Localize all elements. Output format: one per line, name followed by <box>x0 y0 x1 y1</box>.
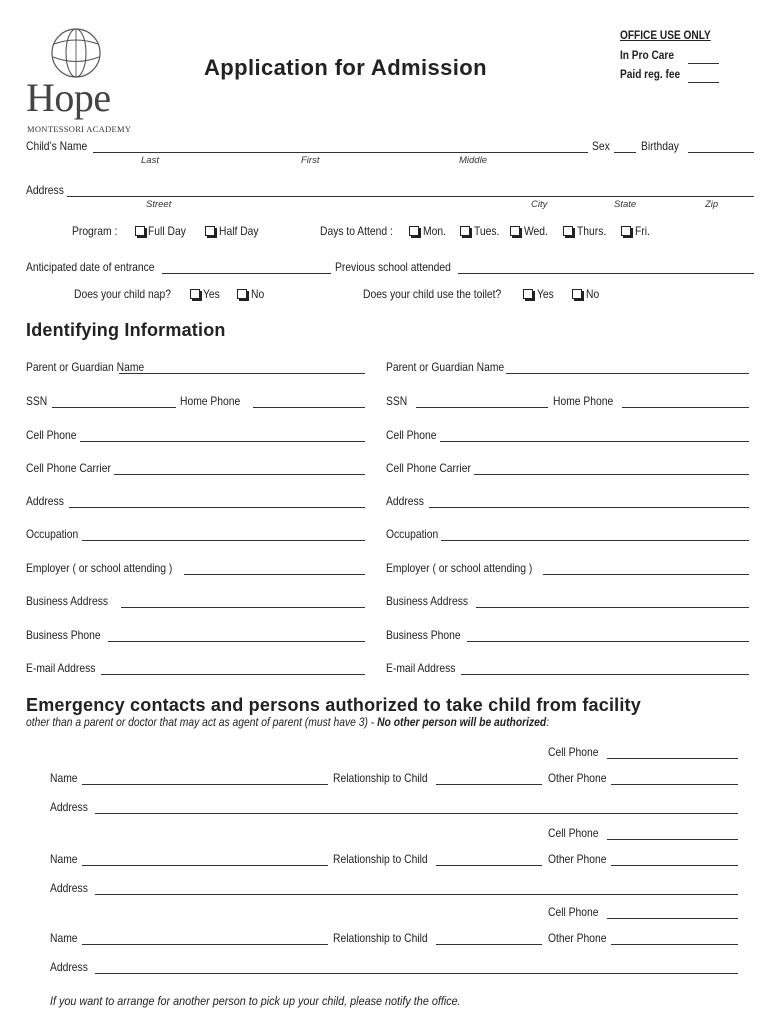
cell-phone-label: Cell Phone <box>548 745 599 759</box>
home-phone-field[interactable] <box>253 407 365 408</box>
logo-subtitle: MONTESSORI ACADEMY <box>27 124 132 134</box>
home-phone-label: Home Phone <box>180 394 241 408</box>
paid-reg-fee-field[interactable] <box>688 82 719 83</box>
previous-school-field[interactable] <box>458 273 754 274</box>
occupation-field[interactable] <box>82 540 365 541</box>
half-day-checkbox[interactable] <box>205 226 215 236</box>
other-phone-field[interactable] <box>611 865 738 866</box>
address-label: Address <box>386 494 424 508</box>
other-phone-field[interactable] <box>611 944 738 945</box>
emergency-subtext-end: : <box>546 715 550 729</box>
child-address-label: Address <box>26 183 64 197</box>
office-use-heading: OFFICE USE ONLY <box>620 30 711 42</box>
name-label: Name <box>50 771 78 785</box>
email-field[interactable] <box>461 674 749 675</box>
identifying-heading: Identifying Information <box>26 320 226 340</box>
logo <box>24 24 134 134</box>
cell-phone-field[interactable] <box>607 839 738 840</box>
address-label: Address <box>50 800 88 814</box>
ssn-label: SSN <box>26 394 48 408</box>
name-field[interactable] <box>82 865 328 866</box>
sub-last: Last <box>141 155 159 166</box>
footer-note: If you want to arrange for another person to pick up your child, please notify the office. <box>50 994 461 1008</box>
paid-reg-fee-label: Paid reg. fee <box>620 69 681 81</box>
business-phone-label: Business Phone <box>26 628 101 642</box>
name-label: Name <box>50 931 78 945</box>
employer-field[interactable] <box>543 574 749 575</box>
cell-phone-label: Cell Phone <box>26 428 77 442</box>
cell-phone-field[interactable] <box>440 441 749 442</box>
other-phone-field[interactable] <box>611 784 738 785</box>
business-phone-field[interactable] <box>467 641 749 642</box>
ssn-label: SSN <box>386 394 408 408</box>
relationship-label: Relationship to Child <box>333 931 428 945</box>
employer-field[interactable] <box>184 574 365 575</box>
address-field[interactable] <box>69 507 365 508</box>
relationship-label: Relationship to Child <box>333 852 428 866</box>
address-label: Address <box>50 960 88 974</box>
business-address-field[interactable] <box>121 607 365 608</box>
employer-label: Employer ( or school attending ) <box>26 561 173 575</box>
occupation-field[interactable] <box>441 540 749 541</box>
name-label: Name <box>50 852 78 866</box>
in-pro-care-label: In Pro Care <box>620 50 674 62</box>
ssn-field[interactable] <box>416 407 548 408</box>
childs-name-label: Child’s Name <box>26 139 88 153</box>
emergency-subtext-main: other than a parent or doctor that may act as agent of parent (must have 3) - <box>26 715 378 729</box>
cell-phone-label: Cell Phone <box>386 428 437 442</box>
child-address-field[interactable] <box>67 196 754 197</box>
birthday-field[interactable] <box>688 152 754 153</box>
entrance-date-field[interactable] <box>162 273 331 274</box>
sub-zip: Zip <box>705 199 719 210</box>
email-label: E-mail Address <box>26 661 96 675</box>
toilet-yes-checkbox[interactable] <box>523 289 533 299</box>
other-phone-label: Other Phone <box>548 931 607 945</box>
globe-icon <box>46 26 106 80</box>
nap-question-label: Does your child nap? <box>74 287 171 301</box>
name-field[interactable] <box>82 784 328 785</box>
address-field[interactable] <box>95 894 738 895</box>
full-day-label: Full Day <box>148 224 186 238</box>
relationship-field[interactable] <box>436 865 542 866</box>
sub-first: First <box>301 155 320 166</box>
thurs-label: Thurs. <box>577 224 607 238</box>
nap-no-checkbox[interactable] <box>237 289 247 299</box>
employer-label: Employer ( or school attending ) <box>386 561 533 575</box>
emergency-heading: Emergency contacts and persons authorized to take child from facility <box>26 695 641 715</box>
address-field[interactable] <box>95 973 738 974</box>
address-label: Address <box>50 881 88 895</box>
nap-no-label: No <box>251 287 265 301</box>
wed-checkbox[interactable] <box>510 226 520 236</box>
parent-name-field[interactable] <box>506 373 749 374</box>
sub-street: Street <box>146 199 172 210</box>
sub-state: State <box>614 199 637 210</box>
mon-checkbox[interactable] <box>409 226 419 236</box>
nap-yes-label: Yes <box>203 287 220 301</box>
occupation-label: Occupation <box>26 527 79 541</box>
thurs-checkbox[interactable] <box>563 226 573 236</box>
cell-carrier-field[interactable] <box>114 474 365 475</box>
program-label: Program : <box>72 224 118 238</box>
full-day-checkbox[interactable] <box>135 226 145 236</box>
cell-carrier-field[interactable] <box>474 474 749 475</box>
other-phone-label: Other Phone <box>548 852 607 866</box>
wed-label: Wed. <box>524 224 548 238</box>
days-to-attend-label: Days to Attend : <box>320 224 393 238</box>
toilet-no-label: No <box>586 287 600 301</box>
business-address-label: Business Address <box>26 594 109 608</box>
occupation-label: Occupation <box>386 527 439 541</box>
sub-city: City <box>531 199 548 210</box>
fri-label: Fri. <box>635 224 650 238</box>
cell-carrier-label: Cell Phone Carrier <box>26 461 111 475</box>
cell-phone-label: Cell Phone <box>548 826 599 840</box>
email-field[interactable] <box>101 674 365 675</box>
other-phone-label: Other Phone <box>548 771 607 785</box>
relationship-label: Relationship to Child <box>333 771 428 785</box>
page-title: Application for Admission <box>204 55 487 80</box>
address-label: Address <box>26 494 64 508</box>
email-label: E-mail Address <box>386 661 456 675</box>
business-phone-label: Business Phone <box>386 628 461 642</box>
relationship-field[interactable] <box>436 784 542 785</box>
sex-field[interactable] <box>614 152 636 153</box>
cell-phone-label: Cell Phone <box>548 905 599 919</box>
childs-name-field[interactable] <box>93 152 588 153</box>
cell-phone-field[interactable] <box>80 441 365 442</box>
emergency-subtext <box>26 715 549 729</box>
tues-label: Tues. <box>474 224 500 238</box>
half-day-label: Half Day <box>219 224 259 238</box>
tues-checkbox[interactable] <box>460 226 470 236</box>
sex-label: Sex <box>592 139 610 153</box>
address-field[interactable] <box>429 507 749 508</box>
cell-phone-field[interactable] <box>607 918 738 919</box>
parent-name-label: Parent or Guardian Name <box>26 360 145 374</box>
entrance-date-label: Anticipated date of entrance <box>26 260 155 274</box>
mon-label: Mon. <box>423 224 446 238</box>
cell-phone-field[interactable] <box>607 758 738 759</box>
in-pro-care-field[interactable] <box>688 63 719 64</box>
relationship-field[interactable] <box>436 944 542 945</box>
toilet-question-label: Does your child use the toilet? <box>363 287 502 301</box>
fri-checkbox[interactable] <box>621 226 631 236</box>
previous-school-label: Previous school attended <box>335 260 451 274</box>
toilet-yes-label: Yes <box>537 287 554 301</box>
emergency-subtext-bold: No other person will be authorized <box>377 715 547 729</box>
sub-middle: Middle <box>459 155 487 166</box>
home-phone-field[interactable] <box>622 407 749 408</box>
nap-yes-checkbox[interactable] <box>190 289 200 299</box>
home-phone-label: Home Phone <box>553 394 614 408</box>
business-phone-field[interactable] <box>108 641 365 642</box>
ssn-field[interactable] <box>52 407 176 408</box>
logo-name: Hope <box>26 75 111 120</box>
cell-carrier-label: Cell Phone Carrier <box>386 461 471 475</box>
name-field[interactable] <box>82 944 328 945</box>
birthday-label: Birthday <box>641 139 679 153</box>
parent-name-field[interactable] <box>119 373 365 374</box>
parent-name-label: Parent or Guardian Name <box>386 360 505 374</box>
office-use-box <box>620 30 760 90</box>
toilet-no-checkbox[interactable] <box>572 289 582 299</box>
business-address-label: Business Address <box>386 594 469 608</box>
business-address-field[interactable] <box>476 607 749 608</box>
address-field[interactable] <box>95 813 738 814</box>
